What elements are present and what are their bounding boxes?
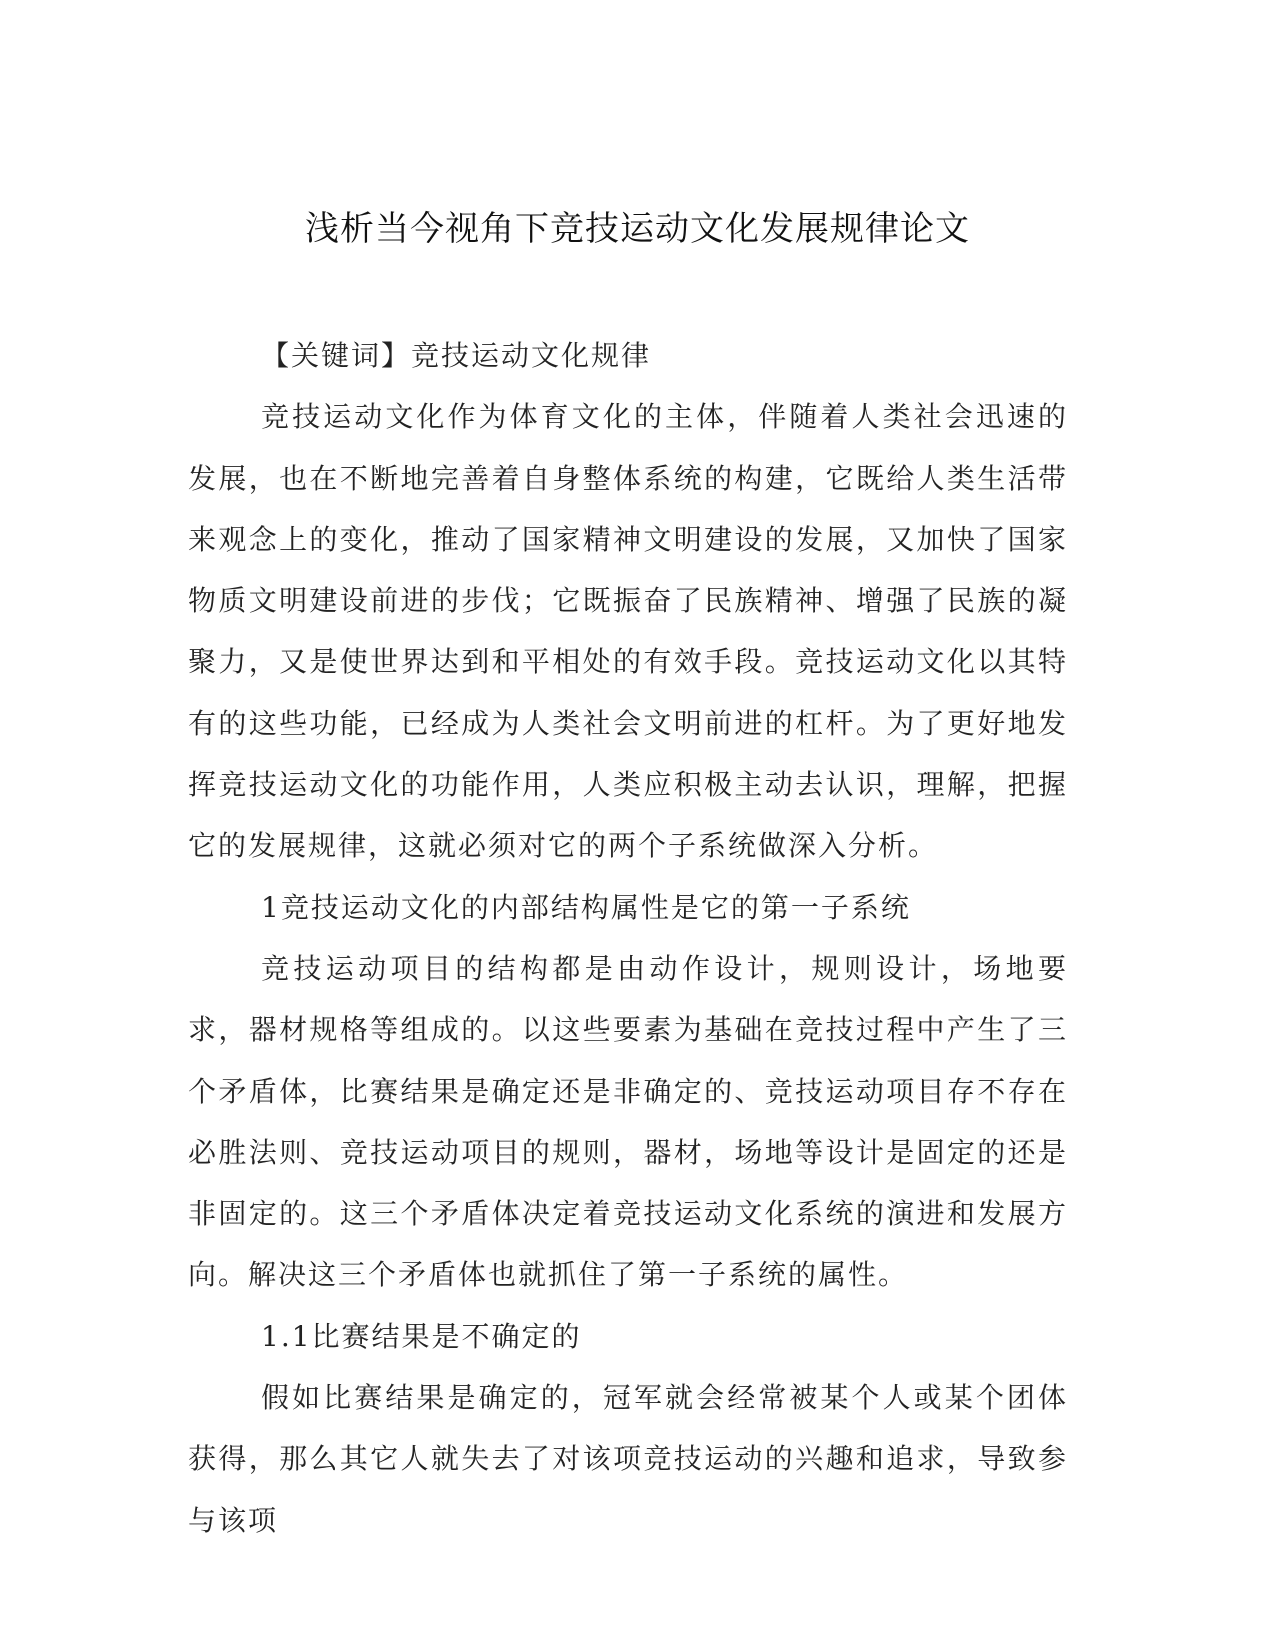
- page-title: 浅析当今视角下竞技运动文化发展规律论文: [305, 209, 970, 249]
- document-body: [188, 325, 1068, 1551]
- paragraph-section-1: 竞技运动项目的结构都是由动作设计，规则设计，场地要求，器材规格等组成的。以这些要素为基础在竞技过程中产生了三个矛盾体，比赛结果是确定还是非确定的、竞技运动项目存不存在必胜法则、竞技运动项目的规则，器材，场地等设计是固定的还是非固定的。这三个矛盾体决定着竞技运动文化系统的演进和发展方向。解决这三个矛盾体也就抓住了第一子系统的属性。: [188, 951, 1068, 1292]
- section-heading-1: 1竞技运动文化的内部结构属性是它的第一子系统: [261, 890, 911, 924]
- keywords-line: 【关键词】竞技运动文化规律: [261, 339, 652, 372]
- paragraph-section-1-1: 假如比赛结果是确定的，冠军就会经常被某个人或某个团体获得，那么其它人就失去了对该项竞技运动的兴趣和追求，导致参与该项: [188, 1381, 1068, 1537]
- section-heading-1-1: 1.1比赛结果是不确定的: [261, 1319, 582, 1353]
- paragraph-intro: 竞技运动文化作为体育文化的主体，伴随着人类社会迅速的发展，也在不断地完善着自身整体系统的构建，它既给人类生活带来观念上的变化，推动了国家精神文明建设的发展，又加快了国家物质文明建设前进的步伐；它既振奋了民族精神、增强了民族的凝聚力，又是使世界达到和平相处的有效手段。竞技运动文化以其特有的这些功能，已经成为人类社会文明前进的杠杆。为了更好地发挥竞技运动文化的功能作用，人类应积极主动去认识，理解，把握它的发展规律，这就必须对它的两个子系统做深入分析。: [188, 400, 1068, 863]
